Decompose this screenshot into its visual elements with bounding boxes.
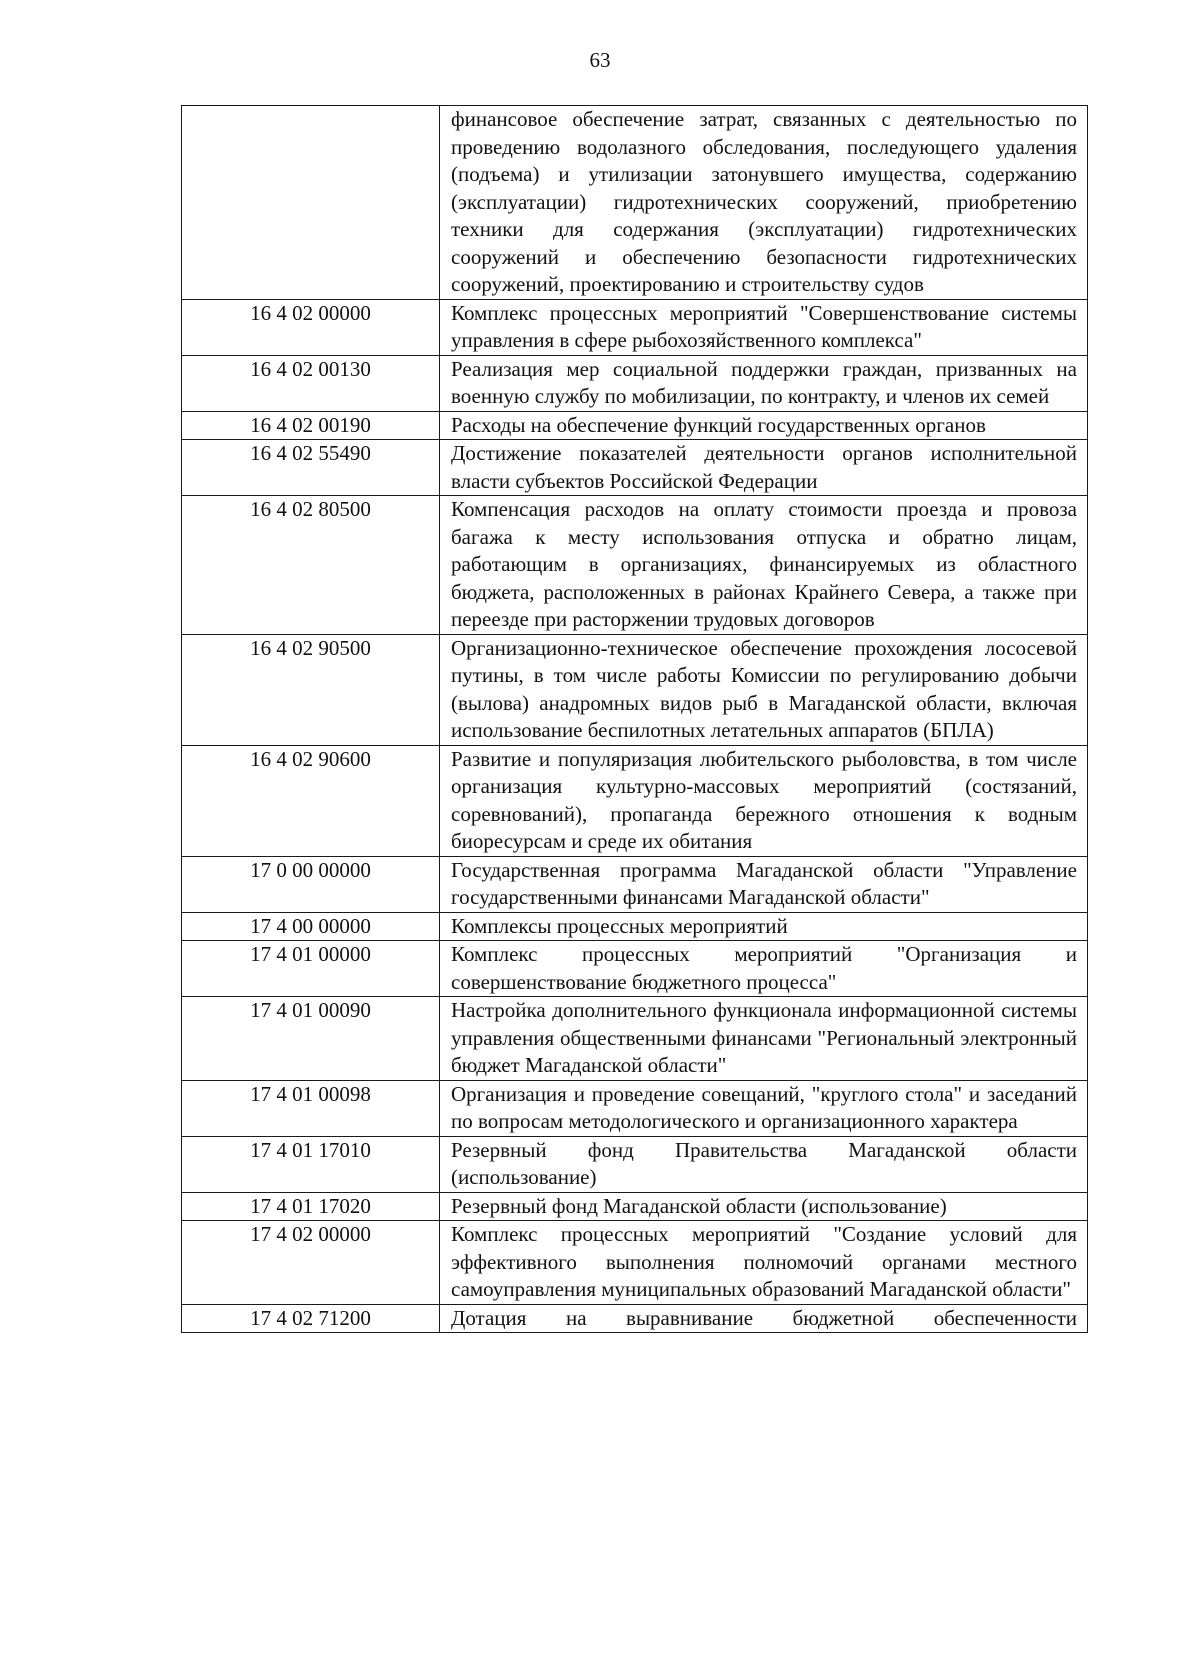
row-code: 17 4 02 00000 bbox=[182, 1221, 440, 1305]
page-number: 63 bbox=[589, 48, 611, 72]
row-code: 16 4 02 80500 bbox=[182, 496, 440, 635]
table-row bbox=[182, 997, 1088, 1081]
row-description: Комплекс процессных мероприятий "Совершенствование системы управления в сфере рыбохозяйственного комплекса" bbox=[440, 299, 1088, 355]
row-code: 17 4 01 17020 bbox=[182, 1192, 440, 1221]
row-description: финансовое обеспечение затрат, связанных с деятельностью по проведению водолазного обследования, последующего удаления (подъема) и утилизации затонувшего имущества, содержанию (эксплуатации) гидротехнических сооружений, приобретению техники для содержания (эксплуатации) гидротехнических сооружений и обеспечению безопасности гидротехнических сооружений, проектированию и строительству судов bbox=[440, 106, 1088, 300]
table-row bbox=[182, 941, 1088, 997]
row-code: 17 4 00 00000 bbox=[182, 912, 440, 941]
row-description: Резервный фонд Магаданской области (использование) bbox=[440, 1192, 1088, 1221]
row-description: Комплекс процессных мероприятий "Создание условий для эффективного выполнения полномочий органами местного самоуправления муниципальных образований Магаданской области" bbox=[440, 1221, 1088, 1305]
row-description: Резервный фонд Правительства Магаданской области (использование) bbox=[440, 1136, 1088, 1192]
table-row bbox=[182, 299, 1088, 355]
row-code: 17 4 01 17010 bbox=[182, 1136, 440, 1192]
row-code: 16 4 02 00000 bbox=[182, 299, 440, 355]
table-row bbox=[182, 355, 1088, 411]
table-row bbox=[182, 440, 1088, 496]
table-row bbox=[182, 745, 1088, 856]
table-row bbox=[182, 106, 1088, 300]
row-code: 17 0 00 00000 bbox=[182, 856, 440, 912]
row-code: 17 4 01 00098 bbox=[182, 1080, 440, 1136]
table-row bbox=[182, 1136, 1088, 1192]
row-code: 17 4 02 71200 bbox=[182, 1304, 440, 1333]
row-code: 16 4 02 90600 bbox=[182, 745, 440, 856]
table-row bbox=[182, 912, 1088, 941]
row-description: Комплексы процессных мероприятий bbox=[440, 912, 1088, 941]
table-row bbox=[182, 411, 1088, 440]
table-row bbox=[182, 1080, 1088, 1136]
row-description: Настройка дополнительного функционала информационной системы управления общественными финансами "Региональный электронный бюджет Магаданской области" bbox=[440, 997, 1088, 1081]
row-code: 16 4 02 00190 bbox=[182, 411, 440, 440]
row-description: Дотация на выравнивание бюджетной обеспеченности bbox=[440, 1304, 1088, 1333]
table-row bbox=[182, 1221, 1088, 1305]
row-code: 17 4 01 00000 bbox=[182, 941, 440, 997]
budget-classification-table bbox=[181, 105, 1088, 1333]
row-description: Расходы на обеспечение функций государственных органов bbox=[440, 411, 1088, 440]
row-description: Компенсация расходов на оплату стоимости проезда и провоза багажа к месту использования отпуска и обратно лицам, работающим в организациях, финансируемых из областного бюджета, расположенных в районах Крайнего Севера, а также при переезде при расторжении трудовых договоров bbox=[440, 496, 1088, 635]
table-row bbox=[182, 856, 1088, 912]
table-row bbox=[182, 1304, 1088, 1333]
table-row bbox=[182, 634, 1088, 745]
row-description: Государственная программа Магаданской области "Управление государственными финансами Магаданской области" bbox=[440, 856, 1088, 912]
row-description: Организация и проведение совещаний, "круглого стола" и заседаний по вопросам методологического и организационного характера bbox=[440, 1080, 1088, 1136]
row-code: 16 4 02 00130 bbox=[182, 355, 440, 411]
row-code bbox=[182, 106, 440, 300]
table-row bbox=[182, 1192, 1088, 1221]
row-description: Организационно-техническое обеспечение прохождения лососевой путины, в том числе работы Комиссии по регулированию добычи (вылова) анадромных видов рыб в Магаданской области, включая использование беспилотных летательных аппаратов (БПЛА) bbox=[440, 634, 1088, 745]
row-description: Достижение показателей деятельности органов исполнительной власти субъектов Российской Федерации bbox=[440, 440, 1088, 496]
row-description: Развитие и популяризация любительского рыболовства, в том числе организация культурно-массовых мероприятий (состязаний, соревнований), пропаганда бережного отношения к водным биоресурсам и среде их обитания bbox=[440, 745, 1088, 856]
row-description: Реализация мер социальной поддержки граждан, призванных на военную службу по мобилизации, по контракту, и членов их семей bbox=[440, 355, 1088, 411]
row-description: Комплекс процессных мероприятий "Организация и совершенствование бюджетного процесса" bbox=[440, 941, 1088, 997]
table-row bbox=[182, 496, 1088, 635]
row-code: 17 4 01 00090 bbox=[182, 997, 440, 1081]
row-code: 16 4 02 90500 bbox=[182, 634, 440, 745]
row-code: 16 4 02 55490 bbox=[182, 440, 440, 496]
